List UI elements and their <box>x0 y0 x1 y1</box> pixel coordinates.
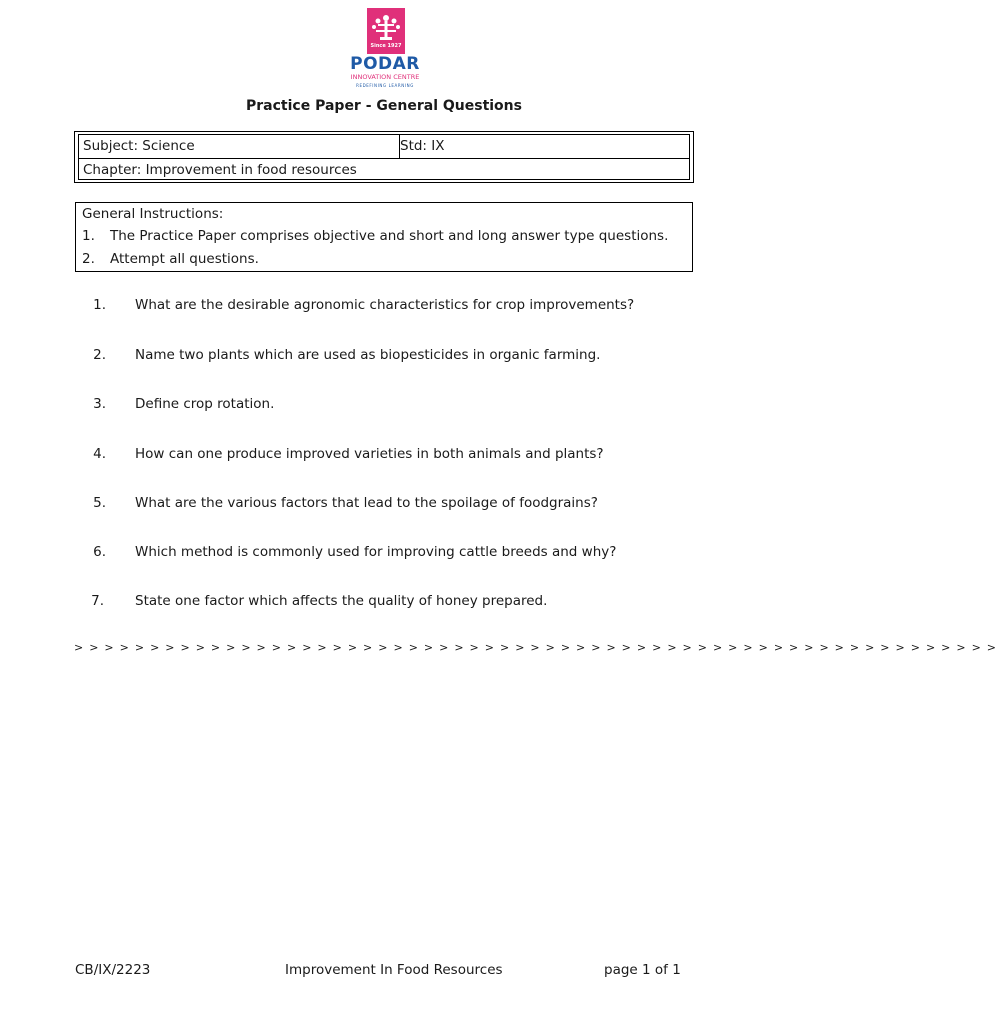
question-number: 6. <box>93 544 106 560</box>
question-number: 5. <box>93 495 106 511</box>
instruction-text: The Practice Paper comprises objective and short and long answer type questions. <box>110 228 669 244</box>
question-text: Define crop rotation. <box>135 396 275 412</box>
page-title: Practice Paper - General Questions <box>246 98 522 114</box>
question-item <box>0 294 768 316</box>
question-number: 7. <box>91 593 104 609</box>
podar-logo <box>338 8 432 92</box>
question-item <box>0 541 768 563</box>
logo-name: PODAR <box>350 54 420 74</box>
question-number: 2. <box>93 347 106 363</box>
question-text: Name two plants which are used as biopesticides in organic farming. <box>135 347 601 363</box>
instruction-item <box>82 225 668 247</box>
question-text: Which method is commonly used for improving cattle breeds and why? <box>135 544 617 560</box>
question-number: 4. <box>93 446 106 462</box>
tree-icon <box>367 12 405 42</box>
logo-emblem <box>367 8 405 54</box>
question-item <box>0 443 768 465</box>
question-item <box>0 590 768 612</box>
question-text: What are the various factors that lead to the spoilage of foodgrains? <box>135 495 598 511</box>
question-number: 1. <box>93 297 106 313</box>
question-item <box>0 393 768 415</box>
question-number: 3. <box>93 396 106 412</box>
subject-cell: Subject: Science <box>79 135 400 158</box>
question-text: How can one produce improved varieties in both animals and plants? <box>135 446 604 462</box>
footer-code: CB/IX/2223 <box>75 962 151 978</box>
instructions-heading: General Instructions: <box>82 206 224 222</box>
info-table <box>74 131 694 183</box>
general-instructions <box>75 202 693 272</box>
std-cell: Std: IX <box>400 138 445 154</box>
instruction-number: 2. <box>82 251 95 267</box>
instruction-item <box>82 248 259 270</box>
instruction-number: 1. <box>82 228 95 244</box>
question-text: State one factor which affects the quality of honey prepared. <box>135 593 548 609</box>
footer-topic: Improvement In Food Resources <box>285 962 503 978</box>
question-text: What are the desirable agronomic characteristics for crop improvements? <box>135 297 635 313</box>
footer-page-number: page 1 of 1 <box>604 962 681 978</box>
info-row-subject-std <box>79 135 689 159</box>
chapter-cell: Chapter: Improvement in food resources <box>83 162 357 178</box>
question-item <box>0 344 768 366</box>
logo-tagline: REDEFINING LEARNING <box>356 83 414 88</box>
logo-since: Since 1927 <box>370 43 402 49</box>
question-item <box>0 492 768 514</box>
logo-subtitle: INNOVATION CENTRE <box>350 73 420 81</box>
end-marker: > > > > > > > > > > > > > > > > > > > > > > > > > > > > > > > > > > > > > > > > > > > > > > > > > > > > > > > > > > > > > <box>74 641 997 654</box>
instruction-text: Attempt all questions. <box>110 251 259 267</box>
